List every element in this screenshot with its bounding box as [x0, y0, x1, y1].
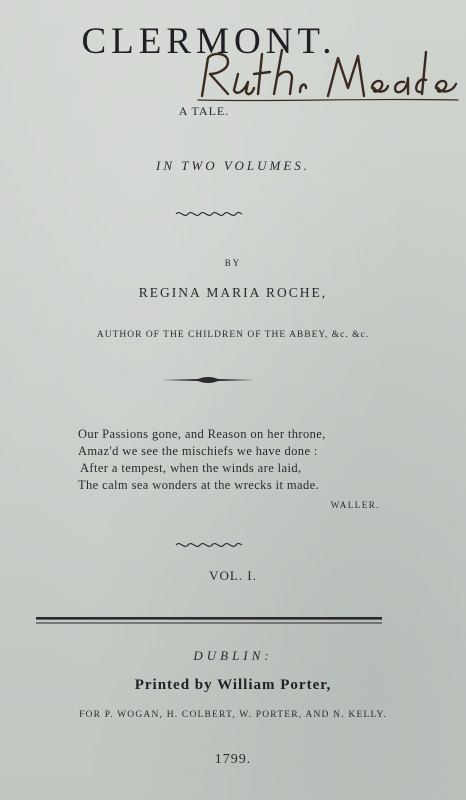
epigraph-line: Our Passions gone, and Reason on her throne, — [78, 427, 326, 441]
swelled-rule — [162, 372, 254, 388]
double-rule — [36, 616, 382, 626]
by-label: BY — [224, 258, 242, 268]
epigraph-line: Amaz'd we see the mischiefs we have done : — [78, 444, 318, 458]
flourish-ornament-bottom — [174, 538, 244, 552]
volume-number: VOL. I. — [209, 568, 257, 583]
handwritten-signature — [188, 44, 464, 104]
imprint-printer: Printed by William Porter, — [134, 677, 332, 693]
book-title: CLERMONT. — [81, 21, 337, 62]
volumes-statement: IN TWO VOLUMES. — [155, 158, 311, 173]
imprint-city: DUBLIN: — [193, 648, 273, 663]
epigraph-line: After a tempest, when the winds are laid, — [80, 461, 302, 475]
epigraph-line: The calm sea wonders at the wrecks it made. — [78, 478, 320, 492]
book-subtitle: A TALE. — [178, 104, 230, 118]
author-name: REGINA MARIA ROCHE, — [138, 285, 328, 300]
imprint-year: 1799. — [214, 752, 252, 767]
imprint-booksellers: FOR P. WOGAN, H. COLBERT, W. PORTER, AND N. KELLY. — [79, 710, 387, 720]
epigraph-attribution: WALLER. — [330, 500, 380, 510]
author-credit: AUTHOR OF THE CHILDREN OF THE ABBEY, &c. &c. — [96, 330, 370, 340]
flourish-ornament-top — [174, 207, 244, 221]
epigraph — [78, 426, 398, 494]
